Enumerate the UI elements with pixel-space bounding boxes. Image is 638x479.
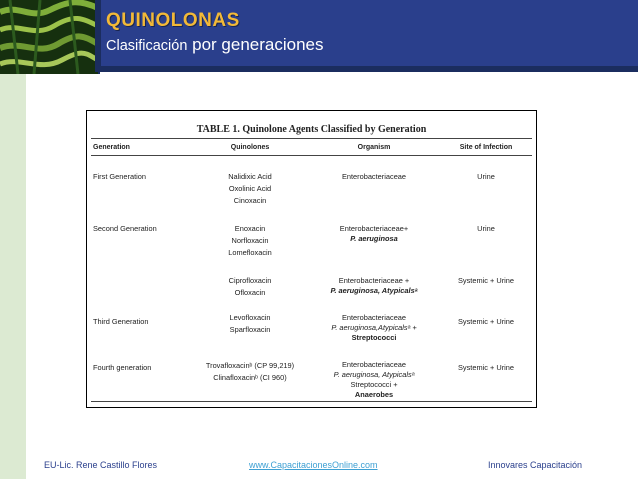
row-2-quinolone: Norfloxacin bbox=[231, 236, 269, 245]
slide-footer bbox=[0, 460, 638, 474]
row-3-quinolone: Ofloxacin bbox=[234, 288, 266, 297]
row-5-organism: Anaerobes bbox=[354, 390, 394, 399]
row-1-generation: First Generation bbox=[93, 172, 146, 181]
row-3-site: Systemic + Urine bbox=[457, 276, 515, 285]
row-5-site: Systemic + Urine bbox=[457, 363, 515, 372]
row-3-organism: Enterobacteriaceae + bbox=[338, 276, 410, 285]
row-5-quinolone: Trovafloxacinᵇ (CP 99,219) bbox=[205, 361, 295, 370]
row-1-quinolone: Cinoxacin bbox=[233, 196, 267, 205]
table-rule-header bbox=[91, 155, 532, 156]
row-4-organism: Streptococci bbox=[351, 333, 397, 342]
header-generation: Generation bbox=[93, 144, 130, 151]
row-1-organism: Enterobacteriaceae bbox=[341, 172, 407, 181]
row-5-organism: Enterobacteriaceae bbox=[341, 360, 407, 369]
row-5-quinolone: Clinafloxacinᵇ (CI 960) bbox=[213, 373, 287, 382]
row-4-generation: Third Generation bbox=[93, 317, 149, 326]
slide-subtitle bbox=[106, 35, 324, 55]
row-2-site: Urine bbox=[477, 224, 495, 233]
footer-organization: Innovares Capacitación bbox=[488, 460, 583, 470]
slide-title: QUINOLONAS bbox=[106, 10, 240, 31]
row-1-quinolone: Oxolinic Acid bbox=[228, 184, 272, 193]
row-4-quinolone: Sparfloxacin bbox=[229, 325, 271, 334]
header-divider-vertical bbox=[95, 0, 101, 72]
header-site: Site of Infection bbox=[459, 144, 513, 151]
row-2-quinolone: Lomefloxacin bbox=[228, 248, 272, 257]
row-5-organism: P. aeruginosa, Atypicalsᵃ bbox=[333, 370, 415, 379]
row-2-generation: Second Generation bbox=[93, 224, 157, 233]
header-quinolones: Quinolones bbox=[230, 144, 270, 151]
header-divider-horizontal bbox=[95, 66, 638, 72]
footer-author: EU-Lic. Rene Castillo Flores bbox=[44, 460, 158, 470]
row-4-organism: P. aeruginosa,Atypicalsᵃ + bbox=[331, 323, 417, 332]
subtitle-word: Clasificación bbox=[106, 38, 188, 54]
table-caption: TABLE 1. Quinolone Agents Classified by Generation bbox=[196, 124, 427, 135]
header-organism: Organism bbox=[357, 144, 391, 151]
row-4-quinolone: Levofloxacin bbox=[229, 313, 271, 322]
table-rule-top bbox=[91, 138, 532, 139]
row-2-quinolone: Enoxacin bbox=[234, 224, 266, 233]
row-1-quinolone: Nalidixic Acid bbox=[228, 172, 272, 181]
row-5-organism: Streptococci + bbox=[350, 380, 398, 389]
table-figure bbox=[86, 110, 537, 408]
header-photo bbox=[0, 0, 100, 74]
row-1-site: Urine bbox=[477, 172, 495, 181]
row-3-quinolone: Ciprofloxacin bbox=[228, 276, 272, 285]
table-rule-bottom bbox=[91, 401, 532, 402]
row-5-generation: Fourth generation bbox=[93, 363, 152, 372]
row-4-organism: Enterobacteriaceae bbox=[341, 313, 407, 322]
row-4-site: Systemic + Urine bbox=[457, 317, 515, 326]
footer-website-link[interactable]: www.CapacitacionesOnline.com bbox=[249, 460, 378, 470]
row-2-organism: Enterobacteriaceae+ bbox=[339, 224, 409, 233]
row-2-organism: P. aeruginosa bbox=[350, 234, 398, 243]
row-3-organism: P. aeruginosa, Atypicalsᵃ bbox=[330, 286, 418, 295]
subtitle-rest: por generaciones bbox=[192, 35, 324, 54]
